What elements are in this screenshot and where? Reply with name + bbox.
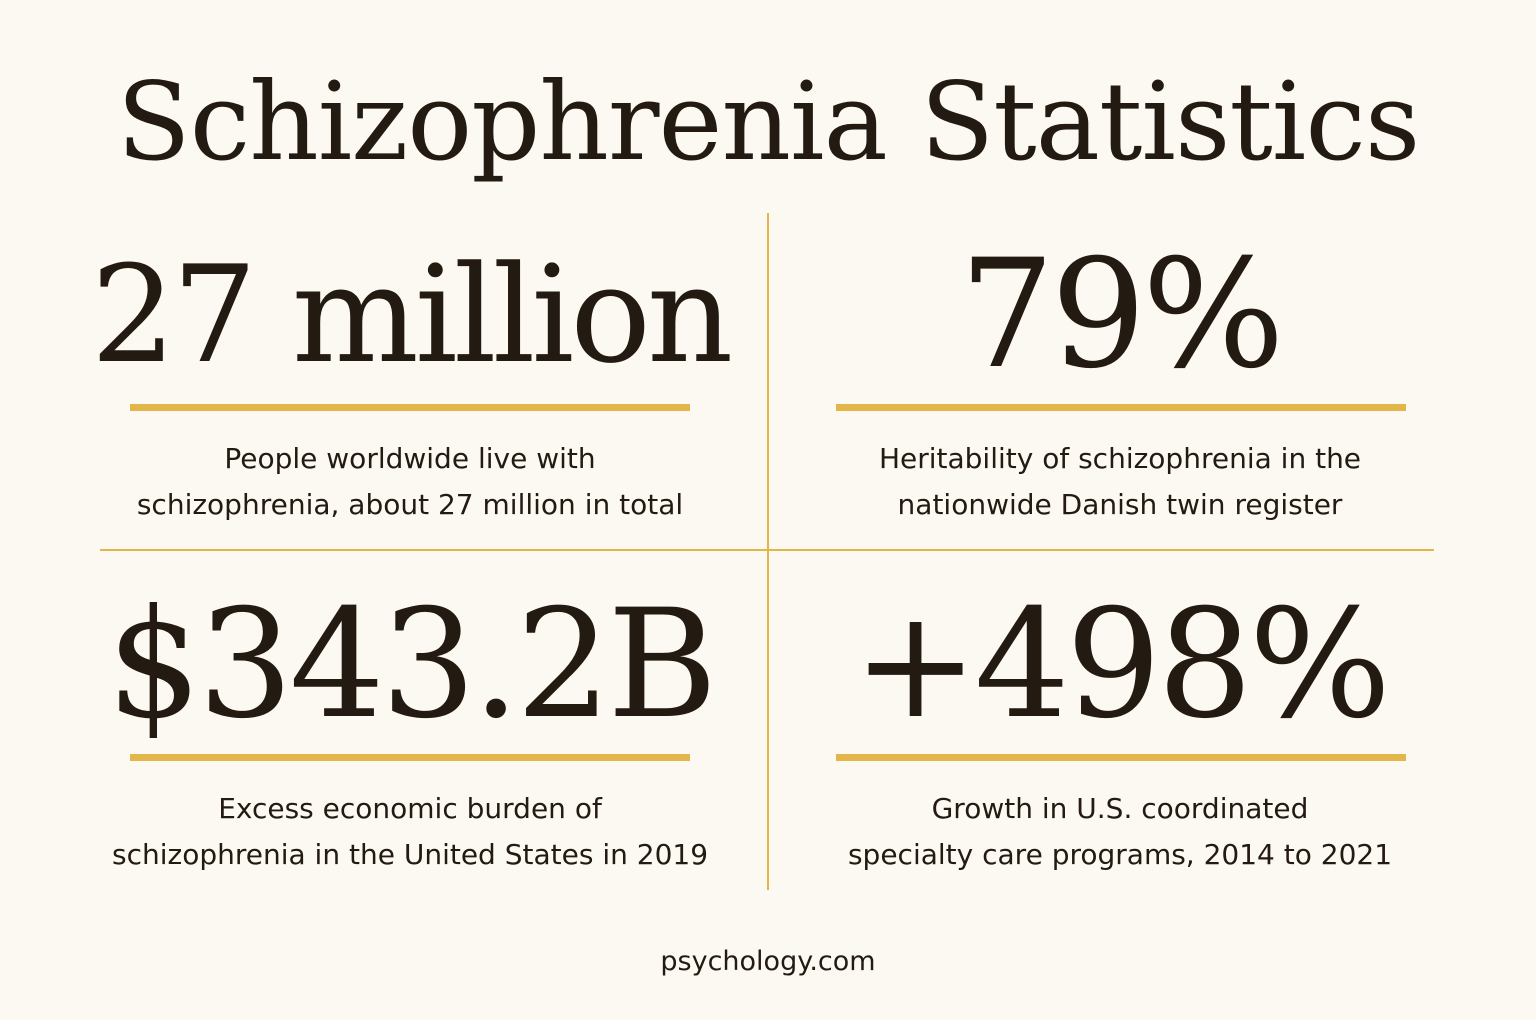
stat-description-line: People worldwide live with xyxy=(224,442,596,475)
stat-underline xyxy=(130,404,690,411)
stat-description-line: Heritability of schizophrenia in the xyxy=(878,442,1362,475)
stat-description-line: schizophrenia, about 27 million in total xyxy=(136,488,684,521)
stat-value: $343.2B xyxy=(106,578,714,752)
stat-description xyxy=(790,786,1450,878)
stat-description-line: nationwide Danish twin register xyxy=(897,488,1343,521)
stat-value: 27 million xyxy=(90,237,730,393)
stat-underline xyxy=(130,754,690,761)
stat-description xyxy=(790,436,1450,528)
stat-description-line: Excess economic burden of xyxy=(218,792,602,825)
stat-description-line: Growth in U.S. coordinated xyxy=(931,792,1309,825)
stat-description-line: schizophrenia in the United States in 2019 xyxy=(111,838,709,871)
stat-description xyxy=(80,786,740,878)
stat-value: 79% xyxy=(959,228,1281,402)
stat-underline xyxy=(836,754,1406,761)
source-footer: psychology.com xyxy=(660,946,876,977)
stat-underline xyxy=(836,404,1406,411)
stat-description xyxy=(80,436,740,528)
vertical-divider xyxy=(767,213,769,890)
horizontal-divider xyxy=(100,549,1434,551)
stat-value: +498% xyxy=(852,578,1388,752)
page-title: Schizophrenia Statistics xyxy=(116,60,1420,185)
stat-description-line: specialty care programs, 2014 to 2021 xyxy=(847,838,1393,871)
